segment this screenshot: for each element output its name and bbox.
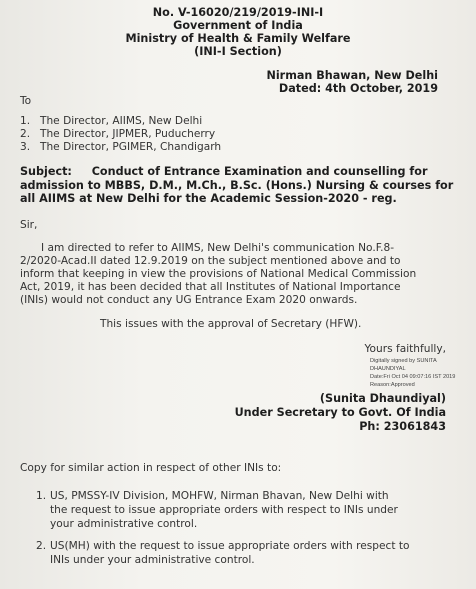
- section-line: (INI-I Section): [194, 45, 282, 58]
- copy-item-number: 1.: [36, 490, 47, 502]
- copy-item-line: INIs under your administrative control.: [50, 554, 255, 566]
- copy-item: [36, 489, 476, 533]
- ministry-line: Ministry of Health & Family Welfare: [125, 32, 351, 45]
- copy-item-line: US(MH) with the request to issue appropriate orders with respect to: [50, 540, 410, 552]
- recipient-item: [20, 141, 222, 154]
- body-line: Act, 2019, it has been decided that all Institutes of National Importance: [20, 281, 401, 293]
- recipient-number: 1.: [20, 115, 31, 127]
- signatory-designation: Under Secretary to Govt. Of India: [234, 406, 446, 419]
- subject-label: Subject:: [20, 165, 72, 178]
- body-line: I am directed to refer to AIIMS, New Delhi's communication No.F.8-: [41, 242, 395, 254]
- body-line: 2/2020-Acad.II dated 12.9.2019 on the subject mentioned above and to: [20, 255, 401, 267]
- file-number: No. V-16020/219/2019-INI-I: [152, 6, 324, 19]
- digital-signature-line: DHAUNDIYAL: [370, 366, 406, 372]
- to-label: To: [20, 95, 32, 107]
- recipient-number: 3.: [20, 141, 31, 153]
- copy-item-line: US, PMSSY-IV Division, MOHFW, Nirman Bhavan, New Delhi with: [50, 490, 389, 502]
- recipient-text: The Director, JIPMER, Puducherry: [40, 128, 216, 140]
- signatory-phone: Ph: 23061843: [359, 420, 446, 433]
- copy-item-line: the request to issue appropriate orders with respect to INIs under: [50, 504, 398, 516]
- digital-signature-line: Date:Fri Oct 04 09:07:16 IST 2019: [370, 374, 456, 380]
- recipient-item: [20, 115, 203, 128]
- date-line: Dated: 4th October, 2019: [278, 82, 438, 95]
- recipient-text: The Director, PGIMER, Chandigarh: [40, 141, 222, 153]
- digital-signature-line: Digitally signed by SUNITA: [370, 358, 437, 364]
- digital-signature-line: Reason:Approved: [370, 382, 415, 388]
- body-line: (INIs) would not conduct any UG Entrance Exam 2020 onwards.: [20, 294, 358, 306]
- recipient-number: 2.: [20, 128, 31, 140]
- signatory-name: (Sunita Dhaundiyal): [319, 392, 446, 405]
- recipient-item: [20, 128, 216, 141]
- government-line: Government of India: [173, 19, 303, 32]
- body-line: inform that keeping in view the provisions of National Medical Commission: [20, 268, 417, 280]
- copy-item-number: 2.: [36, 540, 47, 552]
- salutation: Sir,: [20, 219, 38, 231]
- copy-intro: Copy for similar action in respect of other INIs to:: [20, 462, 282, 474]
- recipient-text: The Director, AIIMS, New Delhi: [40, 115, 203, 127]
- subject-text: Conduct of Entrance Examination and counselling for admission to MBBS, D.M., M.Ch., B.Sc. (Hons.) Nursing & courses for all AIIMS at New Delhi for the Academic Session-2020 - reg.: [20, 165, 454, 206]
- copy-item: [36, 539, 476, 569]
- closing-line: Yours faithfully,: [364, 343, 446, 355]
- copy-item-line: your administrative control.: [50, 518, 198, 530]
- subject-block: [20, 165, 460, 206]
- place-line: Nirman Bhawan, New Delhi: [266, 69, 438, 82]
- approval-line: This issues with the approval of Secretary (HFW).: [100, 318, 362, 330]
